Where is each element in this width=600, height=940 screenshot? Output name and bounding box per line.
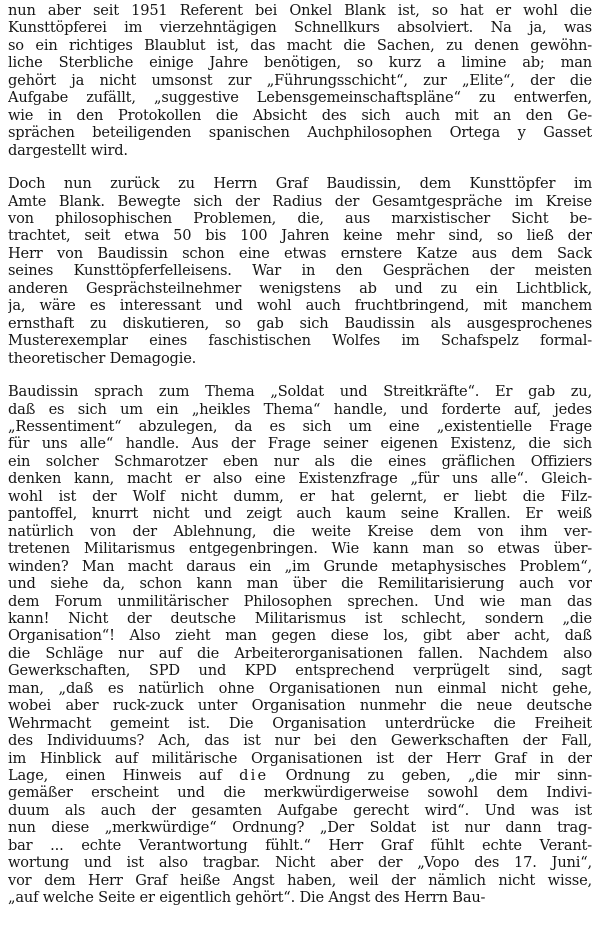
document-page: [8, 2, 592, 938]
article-body: [8, 2, 592, 907]
text-line: Wehrmacht gemeint ist. Die Organisation unterdrücke die Freiheit: [8, 714, 592, 732]
text-line: pantoffel, knurrt nicht und zeigt auch kaum seine Krallen. Er weiß: [8, 505, 592, 523]
text-line: anderen Gesprächsteilnehmer wenigstens ab und zu ein Lichtblick,: [8, 279, 592, 297]
text-line: natürlich von der Ablehnung, die weite Kreise dem von ihm ver-: [8, 522, 592, 540]
text-line: gemäßer erscheint und die merkwürdigerweise sowohl dem Indivi-: [8, 784, 592, 802]
text-line: Baudissin sprach zum Thema „Soldat und Streitkräfte“. Er gab zu,: [8, 383, 592, 401]
text-line: liche Sterbliche einige Jahre benötigen, so kurz a limine ab; man: [8, 54, 592, 72]
text-line: ein solcher Schmarotzer eben nur als die eines gräflichen Offiziers: [8, 452, 592, 470]
text-line: sprächen beteiligenden spanischen Auchphilosophen Ortega y Gasset: [8, 124, 592, 142]
text-line: Aufgabe zufällt, „suggestive Lebensgemeinschaftspläne“ zu entwerfen,: [8, 89, 592, 107]
text-line: des Individuums? Ach, das ist nur bei den Gewerkschaften der Fall,: [8, 732, 592, 750]
text-line: „Ressentiment“ abzulegen, da es sich um eine „existentielle Frage: [8, 417, 592, 435]
text-line: kann! Nicht der deutsche Militarismus ist schlecht, sondern „die: [8, 609, 592, 627]
text-line: bar ... echte Verantwortung fühlt.“ Herr Graf fühlt echte Verant-: [8, 836, 592, 854]
text-line: Kunsttöpferei im vierzehntägigen Schnellkurs absolviert. Na ja, was: [8, 19, 592, 37]
text-line: tretenen Militarismus entgegenbringen. Wie kann man so etwas über-: [8, 540, 592, 558]
text-line: Organisation“! Also zieht man gegen diese los, gibt aber acht, daß: [8, 627, 592, 645]
text-line: vor dem Herr Graf heiße Angst haben, weil der nämlich nicht wisse,: [8, 871, 592, 889]
text-line: Doch nun zurück zu Herrn Graf Baudissin, dem Kunsttöpfer im: [8, 175, 592, 193]
text-line: ernsthaft zu diskutieren, so gab sich Baudissin als ausgesprochenes: [8, 314, 592, 332]
text-line: daß es sich um ein „heikles Thema“ handle, und forderte auf, jedes: [8, 400, 592, 418]
text-line: „auf welche Seite er eigentlich gehört“. Die Angst des Herrn Bau-: [8, 889, 486, 907]
text-line: duum als auch der gesamten Aufgabe gerecht wird“. Und was ist: [8, 801, 592, 819]
text-line: ja, wäre es interessant und wohl auch fruchtbringend, mit manchem: [8, 297, 592, 315]
paragraph: [8, 2, 592, 159]
text-line: Musterexemplar eines faschistischen Wolfes im Schafspelz formal-: [8, 332, 592, 350]
text-line: Herr von Baudissin schon eine etwas ernstere Katze aus dem Sack: [8, 244, 592, 262]
text-line: nun diese „merkwürdige“ Ordnung? „Der Soldat ist nur dann trag-: [8, 819, 592, 837]
text-line: dem Forum unmilitärischer Philosophen sprechen. Und wie man das: [8, 592, 592, 610]
text-line: nun aber seit 1951 Referent bei Onkel Blank ist, so hat er wohl die: [8, 2, 592, 19]
text-line: wohl ist der Wolf nicht dumm, er hat gelernt, er liebt die Filz-: [8, 487, 592, 505]
text-line: Lage, einen Hinweis auf die Ordnung zu geben, „die mir sinn-: [8, 767, 592, 785]
text-line: so ein richtiges Blaublut ist, das macht die Sachen, zu denen gewöhn-: [8, 36, 592, 54]
text-line: von philosophischen Problemen, die, aus marxistischer Sicht be-: [8, 209, 592, 227]
text-line: winden? Man macht daraus ein „im Grunde metaphysisches Problem“,: [8, 557, 592, 575]
text-line: wie in den Protokollen die Absicht des sich auch mit an den Ge-: [8, 106, 592, 124]
text-line: im Hinblick auf militärische Organisationen ist der Herr Graf in der: [8, 749, 592, 767]
text-line: für uns alle“ handle. Aus der Frage seiner eigenen Existenz, die sich: [8, 435, 592, 453]
text-line: wobei aber ruck-zuck unter Organisation nunmehr die neue deutsche: [8, 697, 592, 715]
text-line: Gewerkschaften, SPD und KPD entsprechend verprügelt sind, sagt: [8, 662, 592, 680]
text-line: dargestellt wird.: [8, 141, 128, 159]
text-line: man, „daß es natürlich ohne Organisationen nun einmal nicht gehe,: [8, 679, 592, 697]
text-line: seines Kunsttöpferfelleisens. War in den Gesprächen der meisten: [8, 262, 592, 280]
text-line: und siehe da, schon kann man über die Remilitarisierung auch vor: [8, 575, 592, 593]
text-line: gehört ja nicht umsonst zur „Führungsschicht“, zur „Elite“, der die: [8, 71, 592, 89]
text-line: Amte Blank. Bewegte sich der Radius der Gesamtgespräche im Kreise: [8, 192, 592, 210]
paragraph: [8, 383, 592, 907]
text-line: trachtet, seit etwa 50 bis 100 Jahren keine mehr sind, so ließ der: [8, 227, 592, 245]
text-line: denken kann, macht er also eine Existenzfrage „für uns alle“. Gleich-: [8, 470, 592, 488]
emphasized-word: die: [239, 767, 269, 785]
text-line: theoretischer Demagogie.: [8, 349, 197, 367]
text-line: die Schläge nur auf die Arbeiterorganisationen fallen. Nachdem also: [8, 644, 592, 662]
paragraph: [8, 175, 592, 367]
text-line: wortung und ist also tragbar. Nicht aber der „Vopo des 17. Juni“,: [8, 854, 592, 872]
